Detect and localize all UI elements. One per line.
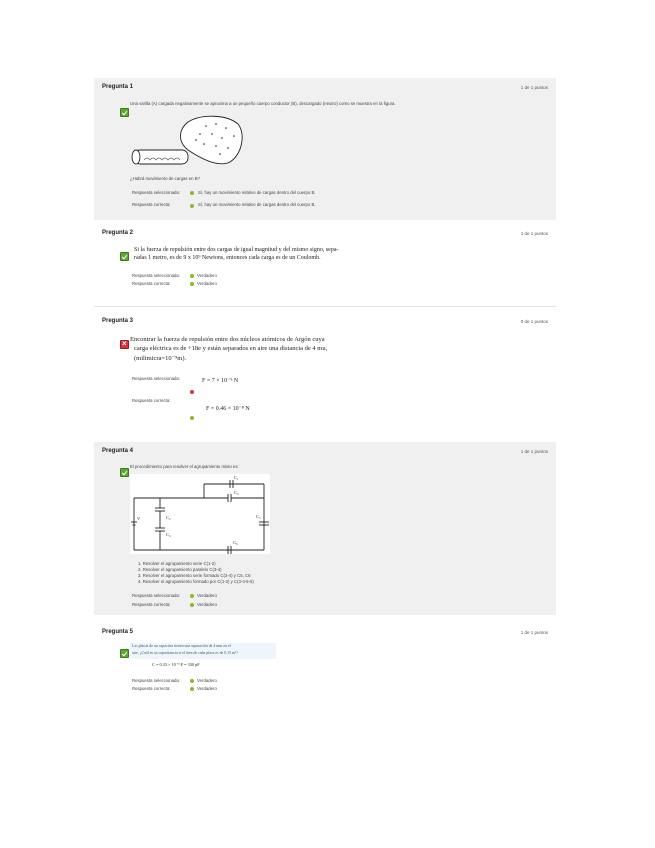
question-5-points: 1 de 1 puntos — [520, 630, 548, 635]
step-item: 2. Resolver el agrupamiento paralelo C(3-4) — [138, 567, 222, 572]
correct-dot-icon — [190, 416, 194, 420]
correct-dot-icon — [190, 191, 194, 195]
correct-answer-label: Respuesta correcta: — [132, 686, 171, 691]
correct-dot-icon — [190, 282, 194, 286]
circuit-label: C₁ — [234, 475, 239, 480]
selected-answer-value: Verdadero — [197, 678, 217, 683]
correct-answer-value: F = 0.46 × 10⁻⁸ N — [206, 406, 250, 412]
capacitor-circuit-diagram — [130, 474, 270, 554]
selected-answer-label: Respuesta seleccionada: — [132, 678, 181, 683]
correct-dot-icon — [190, 594, 194, 598]
question-1-question: ¿Habrá movimiento de cargas en B? — [130, 176, 200, 181]
circuit-label: C₄ — [166, 532, 171, 537]
question-5-title: Pregunta 5 — [102, 629, 134, 635]
question-4-statement: El procedimiento para resolver el agrupamiento mixto es: — [130, 464, 239, 469]
correct-answer-value: Verdadero — [197, 602, 217, 607]
correct-icon — [120, 649, 129, 658]
question-3-statement-line1: Encontrar la fuerza de repulsión entre dos núcleos atómicos de Argón cuya — [130, 336, 325, 343]
incorrect-dot-icon — [190, 390, 194, 394]
circuit-label: V — [137, 516, 141, 521]
selected-answer-value: Verdadero — [197, 593, 217, 598]
correct-dot-icon — [190, 204, 194, 208]
question-1-panel — [94, 78, 556, 220]
selected-answer-value: F = 7 × 10⁻⁹ N — [202, 378, 239, 384]
question-1-points: 1 de 1 puntos — [520, 85, 548, 90]
question-1-statement: Una varilla (A) cargada negativamente se aproxima a un pequeño cuerpo conductor (B), descargado (neutro) como se muestra en la figura. — [130, 101, 396, 106]
question-5-panel — [94, 623, 556, 701]
selected-answer-value: Sí, hay un movimiento relativo de cargas dentro del cuerpo B. — [198, 190, 316, 195]
question-5-statement-line1: Las placas de un capacitor tienen una separación de 4 mm en el — [132, 644, 231, 648]
step-item: 4. Resolver el agrupamiento formado por C(1-2) y C(3-4-5-6) — [138, 579, 254, 584]
question-4-title: Pregunta 4 — [102, 448, 134, 454]
question-5-formula: C = 0.33 × 10⁻⁹ F = 330 pF — [152, 662, 200, 667]
question-5-statement-line2: aire, ¿Cuál es su capacitancia si el área de cada placa es de 0.15 m²? — [132, 651, 238, 655]
correct-dot-icon — [190, 679, 194, 683]
correct-icon — [120, 468, 129, 477]
question-4-panel — [94, 442, 556, 615]
incorrect-icon — [120, 340, 129, 349]
circuit-label: C₃ — [234, 490, 239, 495]
correct-answer-label: Respuesta correcta: — [132, 602, 171, 607]
question-2-points: 1 de 1 puntos — [520, 231, 548, 236]
correct-answer-label: Respuesta correcta: — [132, 281, 171, 286]
correct-answer-value: Sí, hay un movimiento relativo de cargas dentro del cuerpo B. — [198, 202, 316, 207]
question-2-panel — [94, 224, 556, 296]
question-2-statement-line1: Si la fuerza de repulsión entre dos cargas de igual magnitud y del mismo signo, sepa- — [134, 247, 339, 253]
question-2-title: Pregunta 2 — [102, 230, 134, 236]
circuit-label: C₂ — [166, 515, 171, 520]
question-3-panel — [94, 312, 556, 430]
question-3-title: Pregunta 3 — [102, 318, 134, 324]
step-item: 1. Resolver el agrupamiento serie C(1-2) — [138, 561, 216, 566]
correct-icon — [120, 252, 129, 261]
correct-dot-icon — [190, 603, 194, 607]
correct-answer-value: Verdadero — [197, 281, 217, 286]
correct-answer-label: Respuesta correcta: — [132, 202, 171, 207]
rod-and-conductor-figure — [126, 112, 246, 176]
question-1-title: Pregunta 1 — [102, 84, 134, 90]
divider — [94, 306, 556, 307]
selected-answer-label: Respuesta seleccionada: — [132, 593, 181, 598]
circuit-label: C₅ — [256, 514, 261, 519]
question-2-statement-line2: radas 1 metro, es de 9 x 10⁹ Newtons, entonces cada carga es de un Coulomb. — [134, 255, 321, 261]
question-3-statement-line3: (milimicra=10⁻⁹m). — [134, 355, 187, 362]
selected-answer-label: Respuesta seleccionada: — [132, 190, 181, 195]
correct-dot-icon — [190, 274, 194, 278]
selected-answer-label: Respuesta seleccionada: — [132, 376, 181, 381]
question-3-points: 0 de 1 puntos — [520, 319, 548, 324]
circuit-label: C₆ — [233, 540, 238, 545]
correct-answer-value: Verdadero — [197, 686, 217, 691]
question-4-points: 1 de 1 puntos — [520, 449, 548, 454]
step-item: 3. Resolver el agrupamiento serie formado C(3-4) y C5, C6 — [138, 573, 251, 578]
correct-dot-icon — [190, 687, 194, 691]
selected-answer-value: Verdadero — [197, 273, 217, 278]
correct-answer-label: Respuesta correcta: — [132, 398, 171, 403]
selected-answer-label: Respuesta seleccionada: — [132, 273, 181, 278]
question-3-statement-line2: carga eléctrica es de +18e y están separados en aire una distancia de 4 mu, — [134, 345, 328, 352]
